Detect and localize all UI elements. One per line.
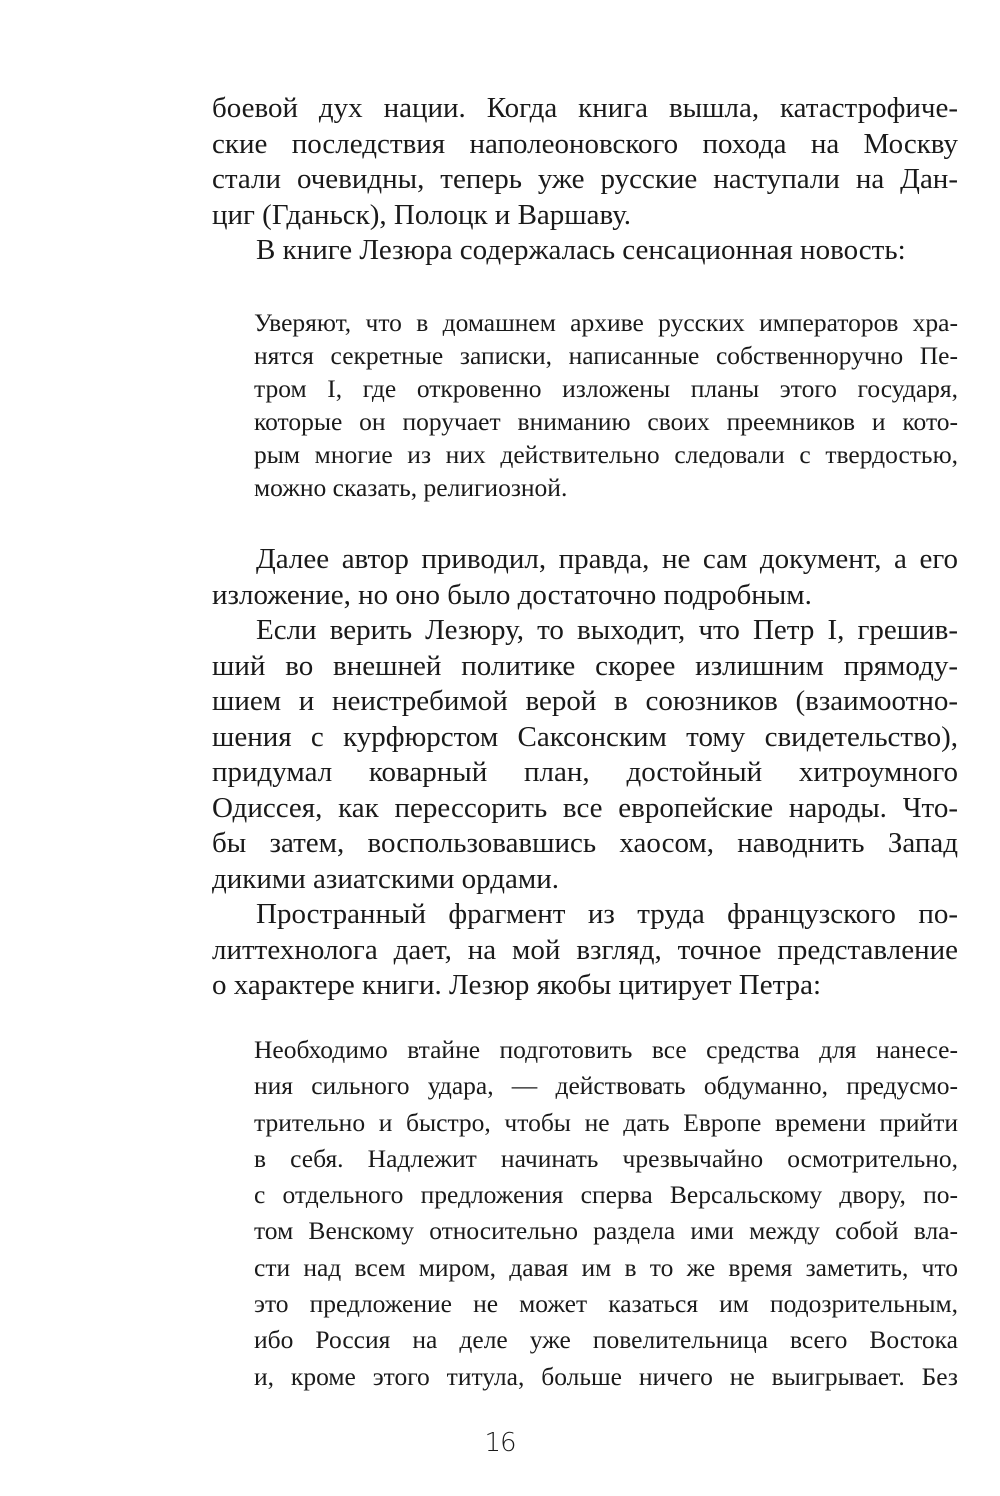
text-line: Одиссея, как перессорить все европейские народы. Что- <box>212 791 958 824</box>
block-quote-2 <box>254 1032 958 1395</box>
quote-line: нятся секретные записки, написанные собственноручно Пе- <box>254 341 958 370</box>
text-line: о характере книги. Лезюр якобы цитирует Петра: <box>212 969 822 1001</box>
quote-line: Уверяют, что в домашнем архиве русских императоров хра- <box>254 308 958 337</box>
text-line: бы затем, воспользовавшись хаосом, наводнить Запад <box>212 827 958 859</box>
quote-line: это предложение не может казаться им подозрительным, <box>254 1289 958 1319</box>
quote-line: с отдельного предложения сперва Версальскому двору, по- <box>254 1180 958 1210</box>
text-line: В книге Лезюра содержалась сенсационная новость: <box>256 234 906 266</box>
block-quote-1 <box>254 306 958 504</box>
quote-line: рым многие из них действительно следовали с твердостью, <box>254 440 958 469</box>
text-line: литтехнолога дает, на мой взгляд, точное представление <box>212 933 958 966</box>
text-line: ские последствия наполеоновского похода на Москву <box>212 127 958 160</box>
quote-line: Необходимо втайне подготовить все средства для нанесе- <box>254 1035 958 1064</box>
text-line: шения с курфюрстом Саксонским тому свидетельство), <box>212 720 958 753</box>
text-line: ший во внешней политике скорее излишним прямоду- <box>212 649 958 682</box>
text-line: дикими азиатскими ордами. <box>212 862 559 895</box>
quote-line: ния сильного удара, — действовать обдуманно, предусмо- <box>254 1071 958 1101</box>
text-line: стали очевидны, теперь уже русские наступали на Дан- <box>212 163 958 195</box>
quote-line: и, кроме этого титула, больше ничего не выигрывает. Без <box>254 1361 958 1391</box>
text-line: придумал коварный план, достойный хитроумного <box>212 756 958 788</box>
quote-line: сти над всем миром, давая им в то же время заметить, что <box>254 1252 958 1282</box>
quote-line: ибо Россия на деле уже повелительница всего Востока <box>254 1325 958 1355</box>
text-line: шием и неистребимой верой в союзников (взаимоотно- <box>212 685 958 717</box>
text-line: циг (Гданьск), Полоцк и Варшаву. <box>212 198 632 231</box>
quote-line: которые он поручает вниманию своих преемников и кото- <box>254 407 958 436</box>
text-line: изложение, но оно было достаточно подробным. <box>212 578 812 611</box>
page-number: 16 <box>484 1428 516 1458</box>
text-line: Пространный фрагмент из труда французского по- <box>256 898 958 930</box>
paragraph-block-2 <box>212 542 958 1004</box>
quote-line: можно сказать, религиозной. <box>254 473 568 502</box>
quote-line: трительно и быстро, чтобы не дать Европе времени прийти <box>254 1107 958 1137</box>
quote-line: том Венскому относительно раздела ими между собой вла- <box>254 1216 958 1246</box>
paragraph-block-1 <box>212 91 958 269</box>
text-line: боевой дух нации. Когда книга вышла, катастрофиче- <box>212 92 958 124</box>
text-line: Далее автор приводил, правда, не сам документ, а его <box>256 543 958 575</box>
quote-line: в себя. Надлежит начинать чрезвычайно осмотрительно, <box>254 1143 958 1173</box>
text-line: Если верить Лезюру, то выходит, что Петр I, грешив- <box>256 614 958 646</box>
quote-line: тром I, где откровенно изложены планы этого государя, <box>254 374 958 403</box>
